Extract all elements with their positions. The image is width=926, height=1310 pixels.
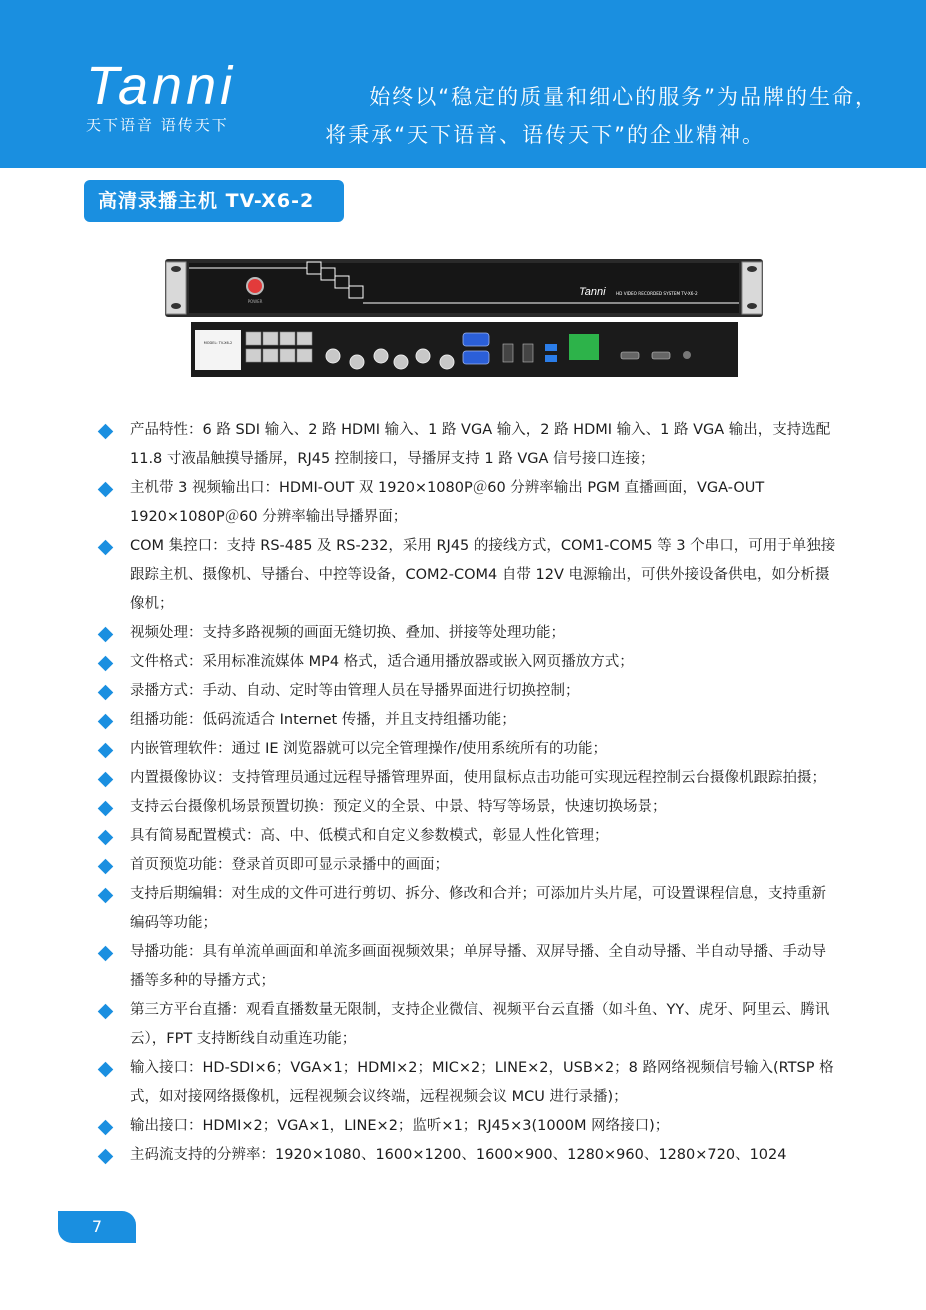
header-slogan (325, 78, 878, 154)
diamond-bullet-icon (98, 1004, 114, 1020)
spec-text: 文件格式：采用标准流媒体 MP4 格式，适合通用播放器或嵌入网页播放方式； (130, 654, 634, 670)
spec-text: 主码流支持的分辨率：1920×1080、1600×1200、1600×900、1280×960、1280×720、1024 (130, 1147, 787, 1163)
diamond-bullet-icon (98, 772, 114, 788)
logo-tagline: 天下语音 语传天下 (86, 116, 229, 134)
diamond-bullet-icon (98, 627, 114, 643)
product-title: 高清录播主机 TV-X6-2 (84, 180, 344, 222)
diamond-bullet-icon (98, 424, 114, 440)
power-label: POWER (247, 299, 263, 304)
spec-item (96, 648, 836, 677)
back-model-label: MODEL: TV-X6-2 (203, 341, 233, 345)
spec-item (96, 474, 836, 532)
spec-item (96, 1112, 836, 1141)
diamond-bullet-icon (98, 482, 114, 498)
spec-item (96, 764, 836, 793)
device-back-panel-image (191, 322, 738, 377)
diamond-bullet-icon (98, 743, 114, 759)
spec-text: 产品特性：6 路 SDI 输入、2 路 HDMI 输入、1 路 VGA 输入，2 路 HDMI 输入、1 路 VGA 输出，支持选配 11.8 寸液晶触摸导播屏，RJ45 控制接口，导播屏支持 1 路 VGA 信号接口连接； (130, 422, 831, 467)
spec-item (96, 996, 836, 1054)
diamond-bullet-icon (98, 859, 114, 875)
spec-item (96, 1141, 836, 1170)
slogan-line-2: 将秉承“天下语音、语传天下”的企业精神。 (325, 123, 765, 147)
diamond-bullet-icon (98, 1062, 114, 1078)
spec-text: 组播功能：低码流适合 Internet 传播，并且支持组播功能； (130, 712, 516, 728)
spec-item (96, 735, 836, 764)
brand-logo (86, 56, 266, 135)
spec-text: 第三方平台直播：观看直播数量无限制，支持企业微信、视频平台云直播（如斗鱼、YY、虎牙、阿里云、腾讯云），FPT 支持断线自动重连功能； (130, 1002, 830, 1047)
diamond-bullet-icon (98, 1149, 114, 1165)
spec-item (96, 938, 836, 996)
spec-item (96, 822, 836, 851)
page-header (0, 0, 926, 168)
spec-text: 录播方式：手动、自动、定时等由管理人员在导播界面进行切换控制； (130, 683, 580, 699)
spec-text: 主机带 3 视频输出口：HDMI-OUT 双 1920×1080P＠60 分辨率输出 PGM 直播画面，VGA-OUT 1920×1080P＠60 分辨率输出导播界面； (130, 480, 765, 525)
spec-text: 首页预览功能：登录首页即可显示录播中的画面； (130, 857, 449, 873)
front-brand-logo: Tanni (579, 286, 606, 298)
diamond-bullet-icon (98, 656, 114, 672)
spec-item (96, 851, 836, 880)
diamond-bullet-icon (98, 946, 114, 962)
spec-item (96, 532, 836, 619)
spec-item (96, 677, 836, 706)
diamond-bullet-icon (98, 830, 114, 846)
spec-text: 支持云台摄像机场景预置切换：预定义的全景、中景、特写等场景，快速切换场景； (130, 799, 667, 815)
slogan-line-1: 始终以“稳定的质量和细心的服务”为品牌的生命， (369, 85, 878, 109)
spec-text: 输入接口：HD-SDI×6；VGA×1；HDMI×2；MIC×2；LINE×2，USB×2；8 路网络视频信号输入(RTSP 格式，如对接网络摄像机，远程视频会议终端，远程视频会议 MCU 进行录播)； (130, 1060, 834, 1105)
device-front-panel-image (165, 259, 763, 317)
spec-item (96, 1054, 836, 1112)
spec-text: 输出接口：HDMI×2；VGA×1，LINE×2；监听×1；RJ45×3(1000M 网络接口)； (130, 1118, 670, 1134)
spec-text: COM 集控口：支持 RS-485 及 RS-232，采用 RJ45 的接线方式，COM1-COM5 等 3 个串口，可用于单独接跟踪主机、摄像机、导播台、中控等设备，COM2-COM4 自带 12V 电源输出，可供外接设备供电，如分析摄像机； (130, 538, 836, 612)
spec-text: 导播功能：具有单流单画面和单流多画面视频效果；单屏导播、双屏导播、全自动导播、半自动导播、手动导播等多种的导播方式； (130, 944, 826, 989)
spec-text: 支持后期编辑：对生成的文件可进行剪切、拆分、修改和合并；可添加片头片尾，可设置课程信息，支持重新编码等功能； (130, 886, 826, 931)
spec-text: 视频处理：支持多路视频的画面无缝切换、叠加、拼接等处理功能； (130, 625, 565, 641)
logo-wordmark: Tanni (86, 56, 237, 116)
spec-item (96, 416, 836, 474)
diamond-bullet-icon (98, 540, 114, 556)
diamond-bullet-icon (98, 685, 114, 701)
diamond-bullet-icon (98, 801, 114, 817)
diamond-bullet-icon (98, 1120, 114, 1136)
page-number: 7 (58, 1211, 136, 1243)
spec-item (96, 706, 836, 735)
spec-text: 具有简易配置模式：高、中、低模式和自定义参数模式，彰显人性化管理； (130, 828, 609, 844)
diamond-bullet-icon (98, 888, 114, 904)
spec-list (96, 416, 836, 1170)
front-model-text: HD VIDEO RECORDED SYSTEM TV-X6-2 (616, 291, 698, 296)
spec-item (96, 619, 836, 648)
spec-text: 内置摄像协议：支持管理员通过远程导播管理界面，使用鼠标点击功能可实现远程控制云台摄像机跟踪拍摄； (130, 770, 826, 786)
spec-item (96, 880, 836, 938)
spec-item (96, 793, 836, 822)
spec-text: 内嵌管理软件：通过 IE 浏览器就可以完全管理操作/使用系统所有的功能； (130, 741, 608, 757)
diamond-bullet-icon (98, 714, 114, 730)
